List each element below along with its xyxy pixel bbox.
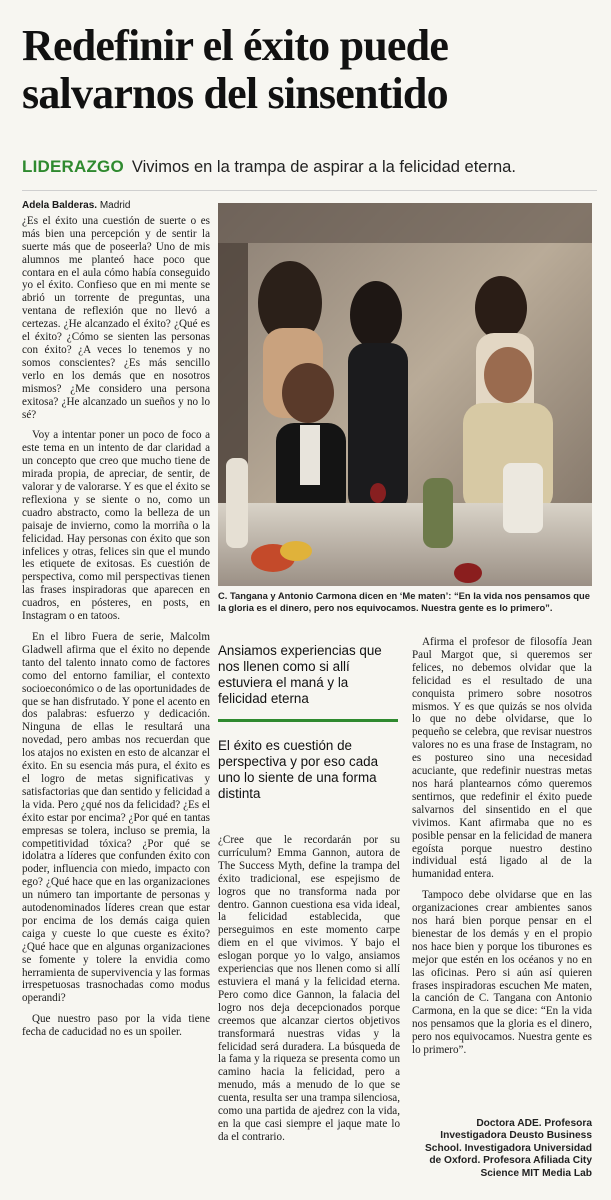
paragraph: Voy a intentar poner un poco de foco a este tema en un intento de dar claridad a un concepto que creo que mucho tiene de mirada propia, de apreciar, de sentir, de valorar y de valorarse. Y es que el éxito se reflexiona y se siente o no, como un cuadro abstracto, como la belleza de un paisaje de invierno, como la morriña o la felicidad. Hay personas con éxito que son infelices y otras, felices sin que el mundo les etiquete de exitosas. Es cuestión de perspectiva, como mil perspectivas tienen las frases inspiradoras que aparecen en cuadros, en pósteres, en posts, en Instagram o en tatoos. <box>22 429 210 623</box>
byline <box>22 200 210 213</box>
headline: Redefinir el éxito puede salvarnos del sinsentido <box>22 21 449 118</box>
article-column-1 <box>22 200 210 1190</box>
section-tag[interactable]: LIDERAZGO <box>22 157 124 176</box>
photo-illustration <box>218 203 592 586</box>
author-signature: Doctora ADE. Profesora Investigadora Deusto Business School. Investigadora Universidad de Oxford. Profesora Afiliada City Science MIT Media Lab <box>424 1118 592 1179</box>
paragraph: En el libro Fuera de serie, Malcolm Gladwell afirma que el éxito no depende tanto del talento innato como de factores como del entorno familiar, el contexto socioeconómico o de las oportunidades de que se han disfrutado. Y pone el acento en dos palabras: esfuerzo y dedicación. Ninguna de ellas le resultará una novedad, pero ambas nos recuerdan que los atajos no existen en esto de alcanzar el éxito. En su esencia más pura, el éxito es el logro de metas significativas y satisfactorias que dan sentido y felicidad a la vida. Pero ¿qué nos da felicidad? ¿Es el éxito estar por encima? ¿Por qué en tantas empresas se tolera, incluso se premia, la competitividad tóxica? ¿Por qué se idolatra a líderes que confunden éxito con poder, influencia con miedo, impacto con ego? ¿Qué hace que en las organizaciones un número tan importante de personas y autodenominados líderes crean que estar por encima de los demás caiga quien caiga y cueste lo que cueste es éxito? ¿Qué hace que en algunas organizaciones se fomente y tolere la envidia como herramienta de supervivencia y las formas irrespetuosas trasnochadas como modus operandi? <box>22 631 210 1005</box>
paragraph: Tampoco debe olvidarse que en las organizaciones crear ambientes sanos nos hará bien porque pensar en el bienestar de los demás y en el propio nos hace bien y porque los tiburones es mejor que estén en los océanos y no en las oficinas. Pero si aún así quieren frases inspiradoras escuchen Me maten, la canción de C. Tangana con Antonio Carmona, en la que se dice: “En la vida nos pensamos que la gloria es el dinero, pero nos equivocamos. Nuestra gente es lo primero”. <box>412 889 592 1057</box>
pullquote-2: El éxito es cuestión de perspectiva y por eso cada uno lo siente de una forma distinta <box>218 738 379 801</box>
article-column-2 <box>218 834 400 1190</box>
paragraph: Afirma el profesor de filosofía Jean Paul Margot que, si queremos ser felices, no debemos olvidar que la felicidad es el resultado de una conquista primero sobre nosotros mismos. Y es que quizás se nos olvida lo que no debe olvidarse, que lo pequeño se celebra, que revisar nuestros valores no es una frase de Instagram, no es postureo sino una necesidad acuciante, que redefinir nuestras metas nos hará plantearnos cómo queremos sentirnos, que redefinir el éxito puede salvarnos del sinsentido en el que vivimos. Kant afirmaba que no es posible pensar en la felicidad de manera egoísta porque nuestro destino individual está ligado al de la humanidad entera. <box>412 636 592 881</box>
divider <box>22 190 597 191</box>
paragraph: ¿Cree que le recordarán por su currículum? Emma Gannon, autora de The Success Myth, define la trampa del éxito tradicional, ese espejismo de logros que no transforma nada por dentro. Gannon cuestiona esa vida ideal, la felicidad establecida, que perseguimos en este momento carpe diem en el que vivimos. Y bajo el eslogan porque yo lo valgo, ansiamos experiencias que nos llenen como si allí estuviera el maná y la felicidad eterna. Pero como dice Gannon, la falacia del logro nos deja decepcionados porque creemos que alcanzar ciertos objetivos transformará nuestras vidas y la felicidad será duradera. La búsqueda de la fama y la riqueza se presenta como un camino hacia la felicidad, pero a menudo, más a menudo de lo que se cuenta, resulta ser una trampa silenciosa, como una partida de ajedrez con la vida, en la que casi siempre el jaque mate lo da el contrario. <box>218 834 400 1143</box>
byline-author: Adela Balderas. <box>22 200 98 211</box>
subtitle: Vivimos en la trampa de aspirar a la felicidad eterna. <box>131 158 516 176</box>
paragraph: Que nuestro paso por la vida tiene fecha de caducidad no es un spoiler. <box>22 1013 210 1039</box>
byline-location: Madrid <box>99 200 131 211</box>
photo-caption: C. Tangana y Antonio Carmona dicen en ‘Me maten’: “En la vida nos pensamos que la gloria es el dinero, pero nos equivocamos. Nuestra gente es lo primero”. <box>218 590 590 613</box>
article-photo[interactable] <box>218 203 592 586</box>
paragraph: ¿Es el éxito una cuestión de suerte o es más bien una percepción y de sentir la suerte más que de poseerla? Uno de mis alumnos me planteó hace poco que contara en el aula cómo había conseguido yo el éxito. Confieso que en mi mente se abrió un torrente de preguntas, una ventana de reflexión que no llevó a certezas. ¿He alcanzado el éxito? ¿Qué es el éxito? ¿Cómo se sienten las personas con éxito? ¿A veces lo tenemos y no somos conscientes? ¿Es más sencillo verlo en los demás que en nosotros mismos? ¿Me considero una persona exitosa? ¿He alcanzado un sueños y no lo sé? <box>22 214 210 421</box>
pullquote-1: Ansiamos experiencias que nos llenen como si allí estuviera el maná y la felicidad eterna <box>218 643 382 706</box>
pullquote-divider <box>218 719 398 722</box>
section-row <box>22 157 597 181</box>
article-column-3 <box>412 636 592 1116</box>
